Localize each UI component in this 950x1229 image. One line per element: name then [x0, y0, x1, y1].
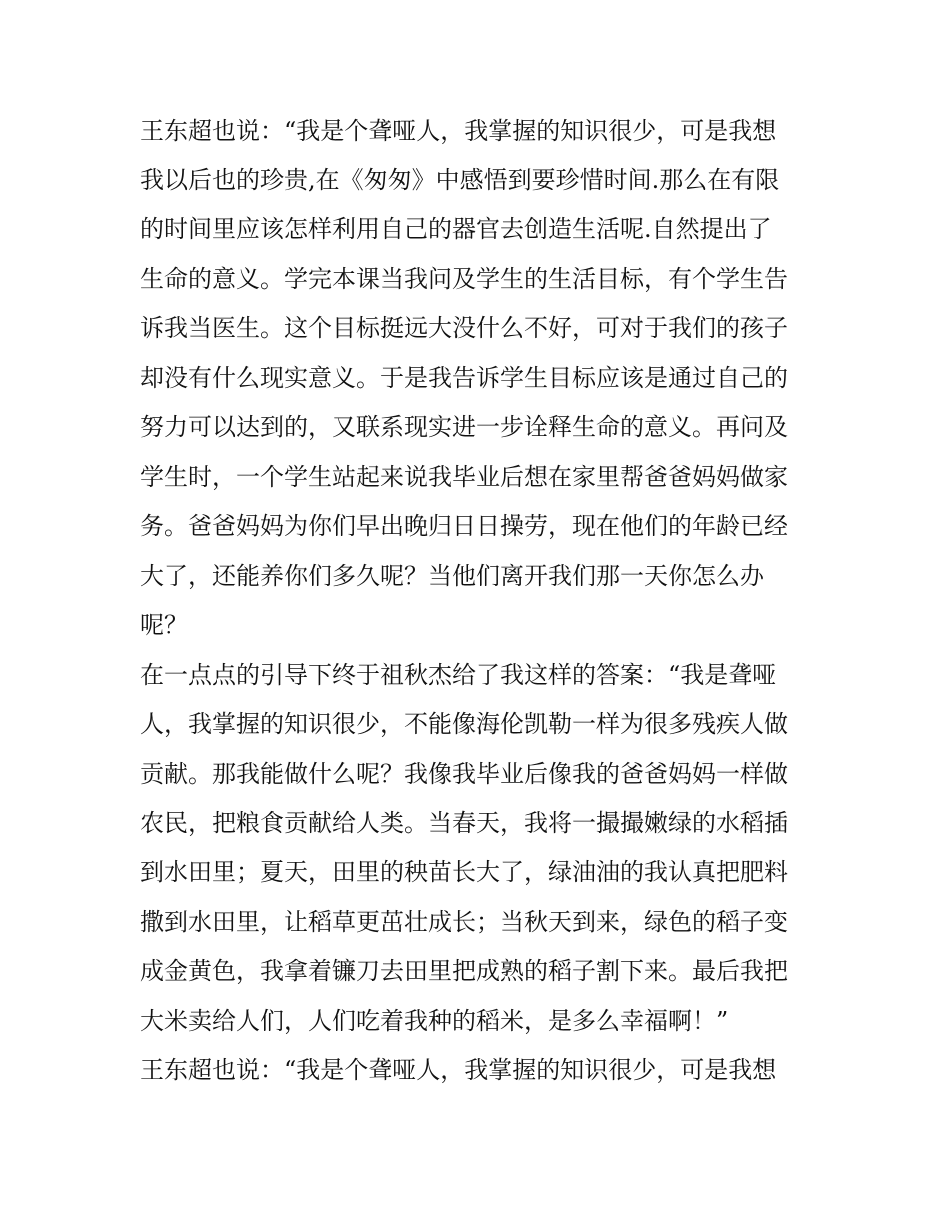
- text-line: 我以后也的珍贵,在《匆匆》中感悟到要珍惜时间.那么在有限: [140, 166, 780, 194]
- text-line: 努力可以达到的，又联系现实进一步诠释生命的意义。再问及: [140, 413, 788, 441]
- text-line: 的时间里应该怎样利用自己的器官去创造生活呢.自然提出了: [140, 215, 772, 243]
- text-line: 农民，把粮食贡献给人类。当春天，我将一撮撮嫩绿的水稻插: [140, 809, 788, 837]
- text-line: 大了，还能养你们多久呢？当他们离开我们那一天你怎么办: [140, 562, 764, 590]
- text-line: 王东超也说：“我是个聋哑人，我掌握的知识很少，可是我想: [140, 1056, 777, 1084]
- text-line: 务。爸爸妈妈为你们早出晚归日日操劳，现在他们的年龄已经: [140, 512, 788, 540]
- text-line: 贡献。那我能做什么呢？我像我毕业后像我的爸爸妈妈一样做: [140, 760, 788, 788]
- text-line: 人，我掌握的知识很少，不能像海伦凯勒一样为很多残疾人做: [140, 710, 788, 738]
- text-line: 到水田里；夏天，田里的秧苗长大了，绿油油的我认真把肥料: [140, 858, 788, 886]
- text-line: 在一点点的引导下终于祖秋杰给了我这样的答案：“我是聋哑: [140, 661, 777, 689]
- text-line: 生命的意义。学完本课当我问及学生的生活目标，有个学生告: [140, 265, 788, 293]
- text-line: 却没有什么现实意义。于是我告诉学生目标应该是通过自己的: [140, 364, 788, 392]
- text-line: 撒到水田里，让稻草更茁壮成长；当秋天到来，绿色的稻子变: [140, 908, 788, 936]
- text-line: 呢？: [140, 611, 188, 639]
- text-line: 学生时，一个学生站起来说我毕业后想在家里帮爸爸妈妈做家: [140, 463, 788, 491]
- text-line: 王东超也说：“我是个聋哑人，我掌握的知识很少，可是我想: [140, 117, 777, 145]
- text-line: 成金黄色，我拿着镰刀去田里把成熟的稻子割下来。最后我把: [140, 957, 788, 985]
- text-line: 大米卖给人们，人们吃着我种的稻米，是多么幸福啊！”: [140, 1007, 729, 1035]
- text-line: 诉我当医生。这个目标挺远大没什么不好，可对于我们的孩子: [140, 314, 788, 342]
